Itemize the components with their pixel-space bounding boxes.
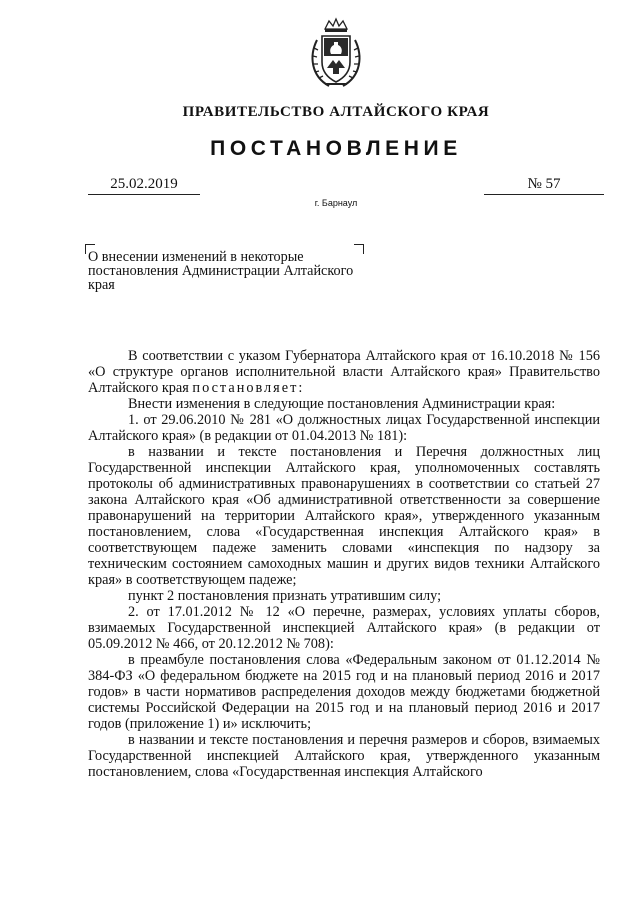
body-paragraph: 2. от 17.01.2012 № 12 «О перечне, размерах, условиях уплаты сборов, взимаемых Государственной инспекцией Алтайского края» (в редакции от 05.09.2012 № 466, от 20.12.2012 № 708):	[88, 604, 600, 652]
body-paragraph: Внести изменения в следующие постановления Администрации края:	[128, 396, 556, 412]
preamble-start: В соответствии с указом Губернатора Алтайского края от 16.10.2018 № 156 «О структуре органов исполнительной власти Алтайского края» Правительство Алтайского края	[88, 348, 600, 396]
subject-bracket-left	[85, 244, 95, 254]
body-paragraph: в названии и тексте постановления и перечня размеров и сборов, взимаемых Государственной инспекцией Алтайского края, утвержденного указанным постановлением, слова «Государственная инспекция Алтайского	[88, 732, 600, 780]
document-date: 25.02.2019	[88, 176, 200, 195]
preamble-paragraph	[88, 348, 600, 396]
government-name: ПРАВИТЕЛЬСТВО АЛТАЙСКОГО КРАЯ	[182, 104, 490, 120]
document-number: № 57	[484, 176, 604, 195]
document-subject: О внесении изменений в некоторые постановления Администрации Алтайского края	[88, 249, 354, 294]
body-paragraph: в преамбуле постановления слова «Федеральным законом от 01.12.2014 № 384-ФЗ «О федеральном бюджете на 2015 год и на плановый период 2016 и 2017 годов» в части нормативов распределения доходов между бюджетами бюджетной системы Российской Федерации на 2015 год и на плановый период 2016 и 2017 годов (приложение 1) и» исключить;	[88, 652, 600, 732]
preamble-keyword: постановляет	[192, 380, 299, 396]
body-paragraph: 1. от 29.06.2010 № 281 «О должностных лицах Государственной инспекции Алтайского края» (в редакции от 01.04.2013 № 181):	[88, 412, 600, 444]
document-city: г. Барнаул	[314, 198, 358, 208]
body-paragraph: пункт 2 постановления признать утратившим силу;	[128, 588, 442, 604]
subject-bracket-right	[354, 244, 364, 254]
altai-krai-emblem-icon	[305, 16, 367, 92]
document-type-title: ПОСТАНОВЛЕНИЕ	[210, 137, 462, 160]
body-paragraph: в названии и тексте постановления и Перечня должностных лиц Государственной инспекции Алтайского края, уполномоченных составлять протоколы об административных правонарушениях в соответствии со статьей 27 закона Алтайского края «Об административной ответственности за совершение правонарушений на территории Алтайского края», утвержденного указанным постановлением, слова «Государственная инспекция Алтайского края» в соответствующем падеже заменить словами «инспекция по надзору за техническим состоянием самоходных машин и других видов техники Алтайского края» в соответствующем падеже;	[88, 444, 600, 588]
preamble-end: :	[298, 380, 303, 396]
document-body	[88, 348, 600, 780]
subject-block	[88, 244, 364, 293]
